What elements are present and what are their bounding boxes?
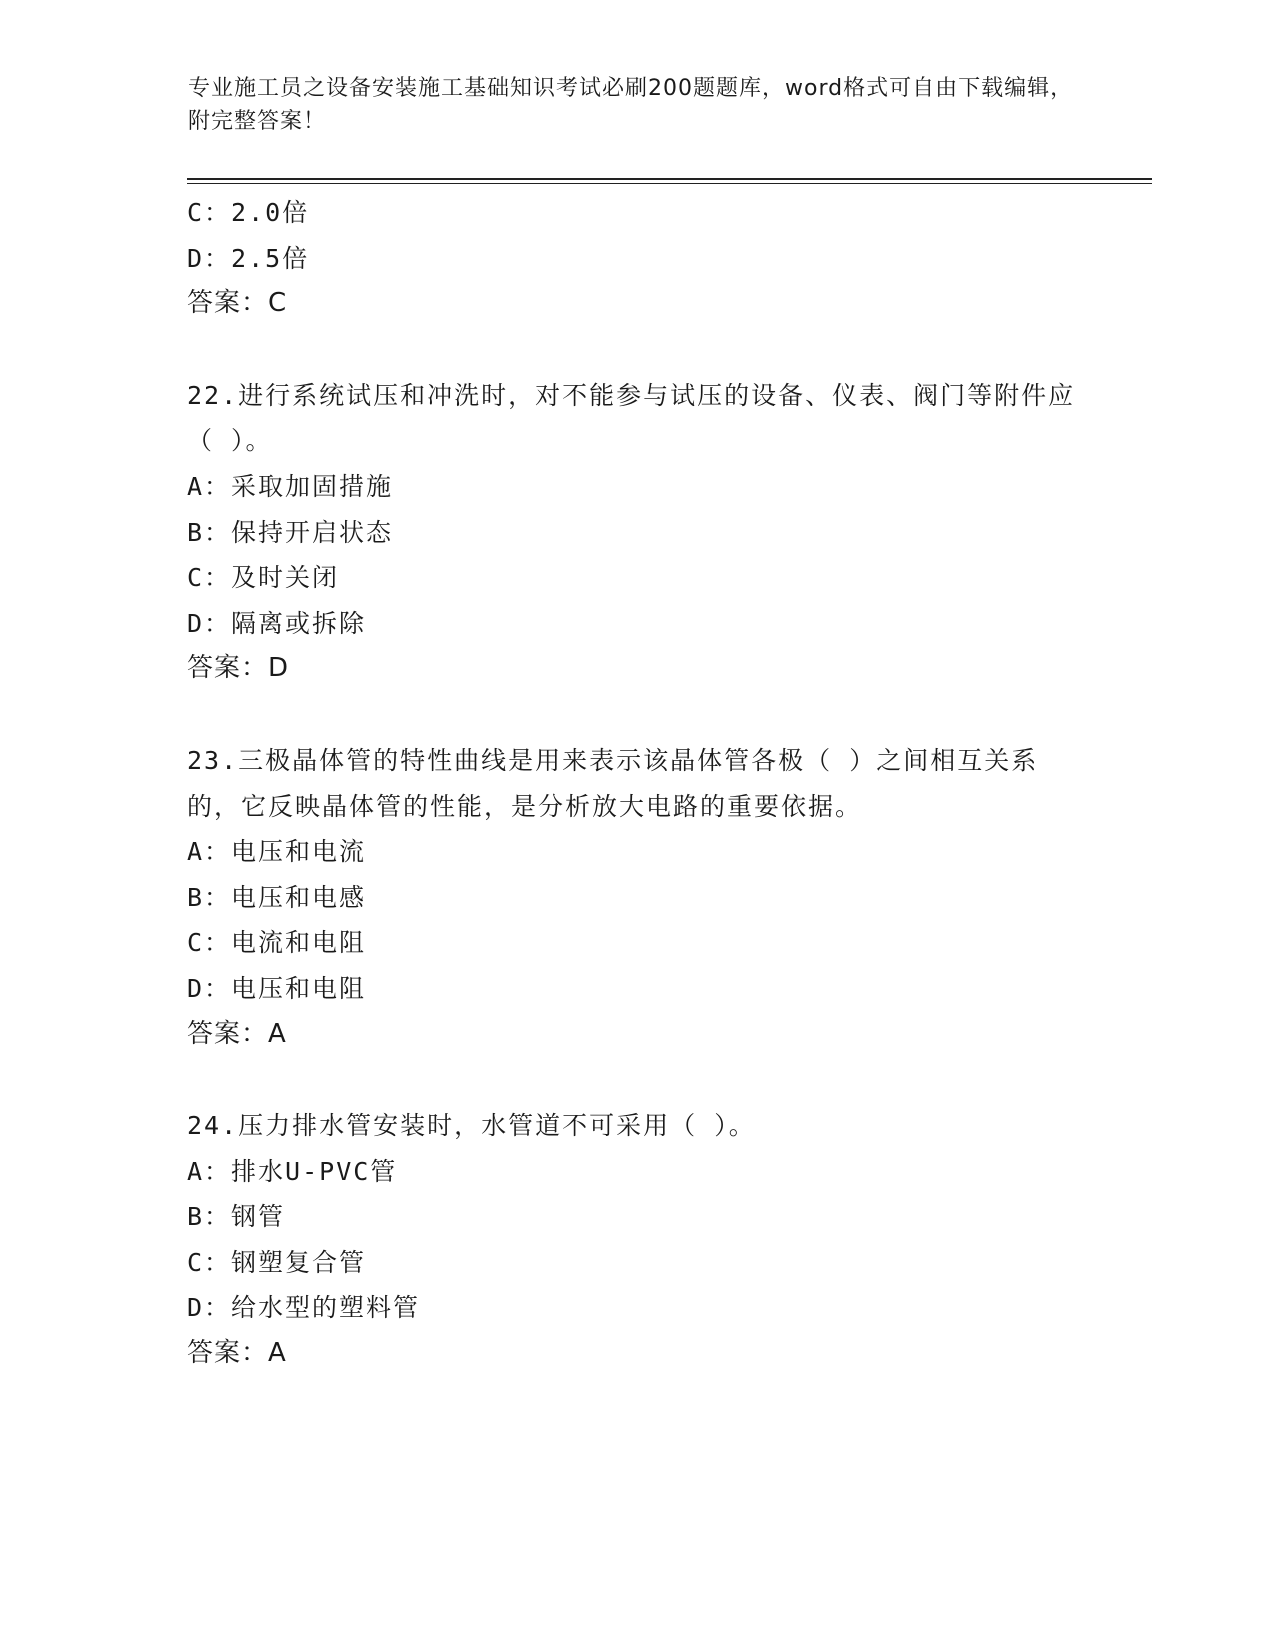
- question-22: [187, 373, 1107, 692]
- question-stem: 23.三极晶体管的特性曲线是用来表示该晶体管各极（ ）之间相互关系的，它反映晶体管的性能，是分析放大电路的重要依据。: [187, 745, 1039, 821]
- question-list: [187, 190, 1107, 1377]
- option-c: C：钢塑复合管: [187, 1247, 367, 1277]
- option-b: B：钢管: [187, 1202, 286, 1232]
- question-23: [187, 738, 1107, 1057]
- header-rule-thin: [187, 183, 1152, 184]
- option-d: D：电压和电阻: [187, 973, 367, 1003]
- spacer: [187, 1057, 1107, 1103]
- answer: 答案：C: [187, 288, 288, 319]
- option-d: D：隔离或拆除: [187, 608, 367, 638]
- option-c: C：及时关闭: [187, 563, 340, 593]
- option-a: A：采取加固措施: [187, 471, 394, 501]
- option-d: D：给水型的塑料管: [187, 1293, 421, 1323]
- spacer: [187, 692, 1107, 738]
- question-24: [187, 1103, 1107, 1377]
- option-c: C：2.0倍: [187, 198, 310, 227]
- option-b: B：保持开启状态: [187, 517, 394, 547]
- question-stem: 24.压力排水管安装时，水管道不可采用（ ）。: [187, 1111, 756, 1141]
- option-c: C：电流和电阻: [187, 928, 367, 958]
- answer: 答案：A: [187, 1018, 287, 1049]
- option-a: A：电压和电流: [187, 837, 367, 867]
- question-stem: 22.进行系统试压和冲洗时，对不能参与试压的设备、仪表、阀门等附件应（ ）。: [187, 380, 1076, 456]
- header-rule-thick: [187, 178, 1152, 180]
- option-b: B：电压和电感: [187, 882, 367, 912]
- question-21: [187, 190, 1107, 327]
- answer: 答案：A: [187, 1338, 287, 1369]
- option-d: D：2.5倍: [187, 243, 310, 273]
- spacer: [187, 327, 1107, 373]
- answer: 答案：D: [187, 653, 290, 684]
- document-header: 专业施工员之设备安装施工基础知识考试必刷200题题库，word格式可自由下载编辑，附完整答案！: [188, 76, 1074, 134]
- option-a: A：排水U-PVC管: [187, 1156, 398, 1186]
